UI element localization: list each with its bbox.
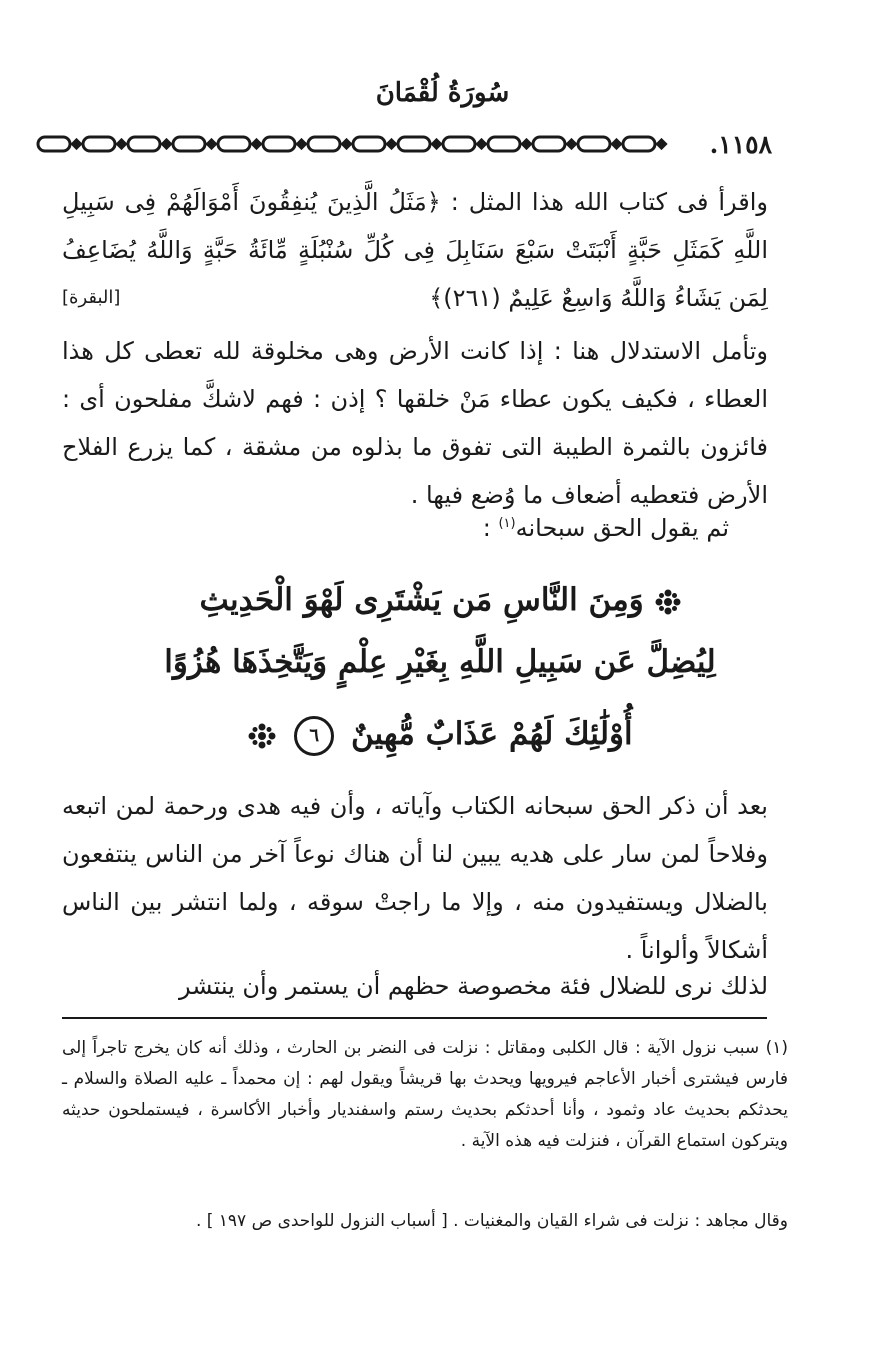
quran-line-3	[160, 703, 720, 765]
chain-link	[443, 137, 475, 151]
quran-line-3-text: أُوْلَٰئِكَ لَهُمْ عَذَابٌ مُّهِينٌ	[350, 716, 633, 752]
chain-diamond	[433, 140, 441, 148]
chain-link	[263, 137, 295, 151]
chain-diamond	[73, 140, 81, 148]
chain-diamond	[343, 140, 351, 148]
quran-line-1	[160, 569, 720, 631]
footnote-divider	[62, 1017, 767, 1019]
chain-diamond	[478, 140, 486, 148]
chain-link	[488, 137, 520, 151]
flower-ornament-icon	[655, 589, 681, 615]
chain-link	[218, 137, 250, 151]
footnote-2: وقال مجاهد : نزلت فى شراء القيان والمغنيات . [ أسباب النزول للواحدى ص ١٩٧ ] .	[195, 1211, 788, 1231]
chain-diamond	[658, 140, 666, 148]
surah-title: سُورَةُ لُقْمَانَ	[375, 78, 510, 108]
chain-link	[308, 137, 340, 151]
footnote-mark[interactable]: (١)	[498, 516, 516, 531]
chain-diamond	[388, 140, 396, 148]
chain-diamond	[163, 140, 171, 148]
chain-diamond	[118, 140, 126, 148]
chain-link	[578, 137, 610, 151]
chain-diamond	[253, 140, 261, 148]
page-number: ١١٥٨.	[706, 130, 776, 159]
chain-link	[38, 137, 70, 151]
chain-link	[83, 137, 115, 151]
chain-link	[128, 137, 160, 151]
ayah-number: ٦	[294, 716, 334, 756]
chain-diamond	[613, 140, 621, 148]
paragraph-2: وتأمل الاستدلال هنا : إذا كانت الأرض وهى مخلوقة لله تعطى كل هذا العطاء ، فكيف يكون عطاء مَنْ خلقها ؟ إذن : فهم لاشكَّ مفلحون أى : فائزون بالثمرة الطيبة التى تفوق ما بذلوه من مشقة ، كما يزرع الفلاح الأرض فتعطيه أضعاف ما وُضع فيها .	[62, 337, 768, 509]
flower-ornament-icon	[247, 723, 277, 749]
chain-link	[353, 137, 385, 151]
paragraph-4: بعد أن ذكر الحق سبحانه الكتاب وآياته ، وأن فيه هدى ورحمة لمن اتبعه وفلاحاً لمن سار على هديه يبين لنا أن هناك نوعاً آخر من الناس ينتفعون بالضلال ويستفيدون منه ، وإلا ما راجتْ سوقه ، ولما انتشر بين الناس أشكالاً وألواناً .	[62, 792, 768, 964]
paragraph-3-end: :	[482, 514, 499, 542]
chain-diamond	[208, 140, 216, 148]
ornamental-border	[36, 132, 736, 156]
paragraph-1	[62, 178, 768, 322]
paragraph-3	[483, 500, 729, 552]
footnote-1: (١) سبب نزول الآية : قال الكلبى ومقاتل : نزلت فى النضر بن الحارث ، وذلك أنه كان يخرج تاجراً إلى فارس فيشترى أخبار الأعاجم فيرويها ويحدث بها قريشاً ويقول لهم : إن محمداً ـ عليه الصلاة والسلام ـ يحدثكم بحديث عاد وثمود ، وأنا أحدثكم بحديث رستم واسفنديار وأخبار الأكاسرة ، فيستملحون حديثه ويتركون استماع القرآن ، فنزلت فيه هذه الآية .	[62, 1038, 788, 1151]
chain-link	[623, 137, 655, 151]
chain-link	[533, 137, 565, 151]
chain-diamond	[298, 140, 306, 148]
header-rule	[36, 128, 806, 160]
chain-diamond	[523, 140, 531, 148]
paragraph-1-text: واقرأ فى كتاب الله هذا المثل : ﴿مَثَلُ الَّذِينَ يُنفِقُونَ أَمْوَالَهُمْ فِى سَبِيلِ اللَّهِ كَمَثَلِ حَبَّةٍ أَنْبَتَتْ سَبْعَ سَنَابِلَ فِى كُلِّ سُنْبُلَةٍ مِّائَةُ حَبَّةٍ وَاللَّهُ يُضَاعِفُ لِمَن يَشَاءُ وَاللَّهُ وَاسِعٌ عَلِيمٌ (٢٦١)﴾	[62, 188, 768, 312]
paragraph-5: لذلك نرى للضلال فئة مخصوصة حظهم أن يستمر وأن ينتشر	[178, 972, 768, 1000]
surah-reference: [البقرة]	[62, 287, 121, 308]
chain-link	[398, 137, 430, 151]
quran-line-2: لِيُضِلَّ عَن سَبِيلِ اللَّهِ بِغَيْرِ عِلْمٍ وَيَتَّخِذَهَا هُزُوًا	[164, 644, 716, 680]
chain-diamond	[568, 140, 576, 148]
chain-link	[173, 137, 205, 151]
paragraph-3-text: ثم يقول الحق سبحانه	[515, 514, 729, 542]
quran-line-1-text: وَمِنَ النَّاسِ مَن يَشْتَرِى لَهْوَ الْحَدِيثِ	[199, 582, 644, 618]
